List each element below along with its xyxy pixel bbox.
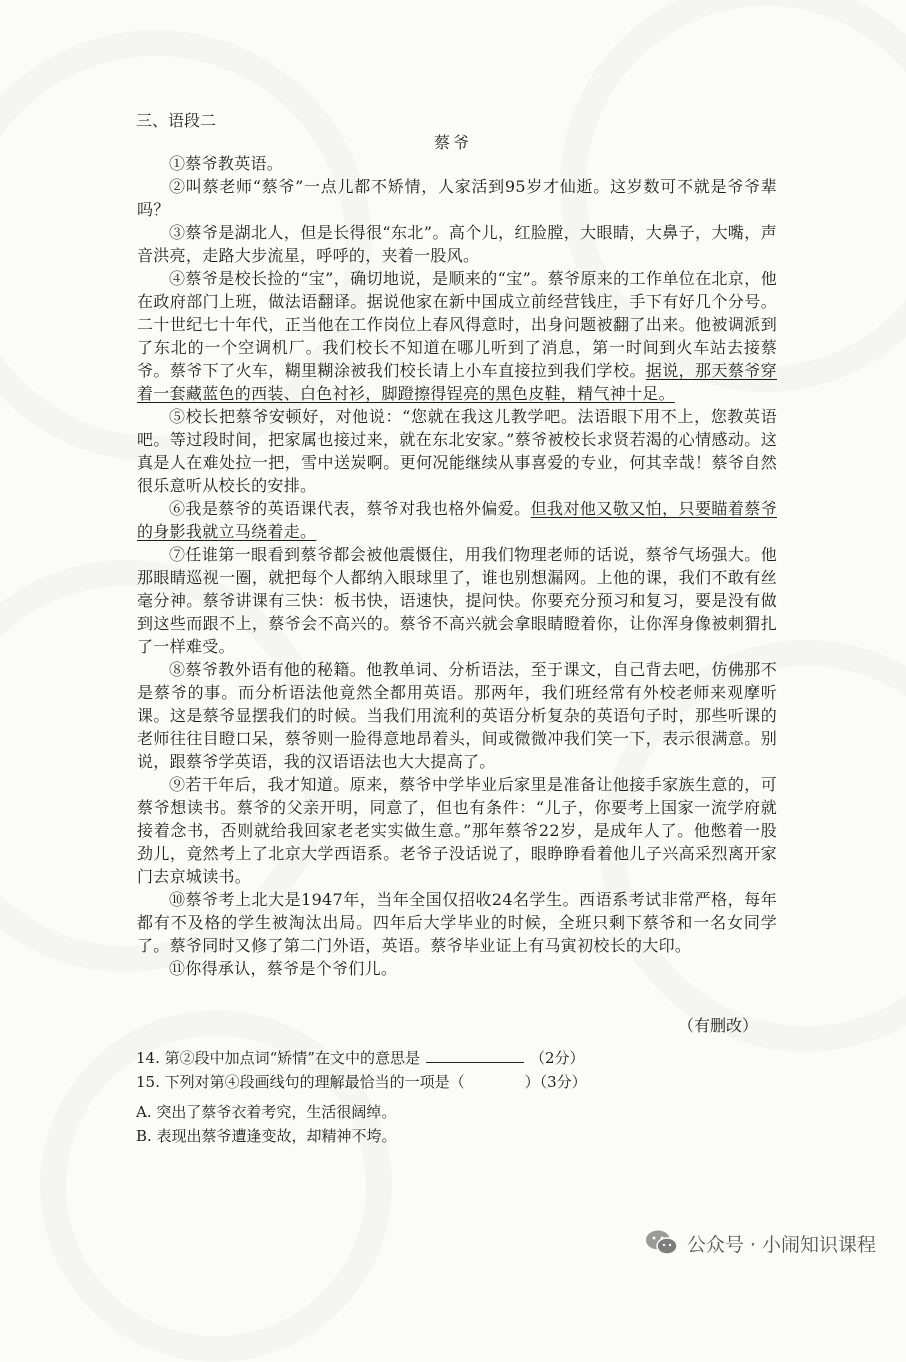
paragraph-6-text: ⑥我是蔡爷的英语课代表，蔡爷对我也格外偏爱。 <box>169 499 531 518</box>
underlined-sentence: 据说，那天蔡爷穿着一套藏蓝色的西装、白色衬衫，脚蹬擦得锃亮的黑色皮鞋，精气神十足。 <box>137 361 777 403</box>
section-heading: 三、语段二 <box>136 111 217 130</box>
paragraph-4 <box>137 267 777 405</box>
source-note: （有删改） <box>677 1016 758 1035</box>
paragraph-5: ⑤校长把蔡爷安顿好，对他说：“您就在我这儿教学吧。法语眼下用不上，您教英语吧。等过段时间，把家属也接过来，就在东北安家。”蔡爷被校长求贤若渴的心情感动。这真是人在难处拉一把，雪中送炭啊。更何况能继续从事喜爱的专业，何其幸哉！蔡爷自然很乐意听从校长的安排。 <box>137 407 777 495</box>
footer-brand <box>645 1229 876 1257</box>
question-14-text: 14. 第②段中加点词“矫情”在文中的意思是 <box>136 1049 420 1067</box>
option-a: A. 突出了蔡爷衣着考究，生活很阔绰。 <box>136 1103 397 1121</box>
paragraph-2: ②叫蔡老师“蔡爷”一点儿都不矫情，人家活到95岁才仙逝。这岁数可不就是爷爷辈吗？ <box>137 177 777 219</box>
paragraph-11: ⑪你得承认，蔡爷是个爷们儿。 <box>169 959 398 978</box>
paragraph-6 <box>137 497 777 543</box>
passage-title: 蔡爷 <box>433 133 472 152</box>
answer-blank <box>426 1048 524 1063</box>
footer-brand-text: 公众号 · 小闹知识课程 <box>686 1233 876 1256</box>
paragraph-10: ⑩蔡爷考上北大是1947年，当年全国仅招收24名学生。西语系考试非常严格，每年都有不及格的学生被淘汰出局。四年后大学毕业的时候，全班只剩下蔡爷和一名女同学了。蔡爷同时又修了第二门外语，英语。蔡爷毕业证上有马寅初校长的大印。 <box>137 890 777 955</box>
paragraph-9: ⑨若干年后，我才知道。原来，蔡爷中学毕业后家里是准备让他接手家族生意的，可蔡爷想读书。蔡爷的父亲开明，同意了，但也有条件：“儿子，你要考上国家一流学府就接着念书，否则就给我回家老老实实做生意。”那年蔡爷22岁，是成年人了。他憋着一股劲儿，竟然考上了北京大学西语系。老爷子没话说了，眼睁睁看着他儿子兴高采烈离开家门去京城读书。 <box>137 775 777 886</box>
question-14 <box>136 1047 585 1069</box>
question-15: 15. 下列对第④段画线句的理解最恰当的一项是（ ）（3分） <box>136 1073 587 1091</box>
paragraph-8: ⑧蔡爷教外语有他的秘籍。他教单词、分析语法，至于课文，自己背去吧，仿佛那不是蔡爷的事。而分析语法他竟然全都用英语。那两年，我们班经常有外校老师来观摩听课。这是蔡爷显摆我们的时候。当我们用流利的英语分析复杂的英语句子时，那些听课的老师往往目瞪口呆，蔡爷则一脸得意地昂着头，间或微微冲我们笑一下，表示很满意。别说，跟蔡爷学英语，我的汉语语法也大大提高了。 <box>137 660 777 771</box>
paragraph-4-text: ④蔡爷是校长捡的“宝”，确切地说，是顺来的“宝”。蔡爷原来的工作单位在北京，他在政府部门上班，做法语翻译。据说他家在新中国成立前经营钱庄，手下有好几个分号。二十世纪七十年代，正当他在工作岗位上春风得意时，出身问题被翻了出来。他被调派到了东北的一个空调机厂。我们校长不知道在哪儿听到了消息，第一时间到火车站去接蔡爷。蔡爷下了火车，糊里糊涂被我们校长请上小车直接拉到我们学校。 <box>137 269 777 380</box>
passage-body <box>137 152 777 980</box>
paragraph-7: ⑦任谁第一眼看到蔡爷都会被他震慑住，用我们物理老师的话说，蔡爷气场强大。他那眼睛巡视一圈，就把每个人都纳入眼球里了，谁也别想漏网。上他的课，我们不敢有丝毫分神。蔡爷讲课有三快：板书快，语速快，提问快。你要充分预习和复习，要是没有做到这些而跟不上，蔡爷会不高兴的。蔡爷不高兴就会拿眼睛瞪着你，让你浑身像被刺猬扎了一样难受。 <box>137 545 777 656</box>
paragraph-1: ①蔡爷教英语。 <box>169 154 284 173</box>
option-b: B. 表现出蔡爷遭逢变故，却精神不垮。 <box>136 1127 397 1145</box>
question-14-score: （2分） <box>529 1049 585 1067</box>
underlined-sentence: 但我对他又敬又怕，只要瞄着蔡爷的身影我就立马绕着走。 <box>137 499 777 541</box>
paragraph-3: ③蔡爷是湖北人，但是长得很“东北”。高个儿，红脸膛，大眼睛，大鼻子，大嘴，声音洪亮，走路大步流星，呼呼的，夹着一股风。 <box>137 223 777 265</box>
wechat-icon <box>645 1229 679 1257</box>
